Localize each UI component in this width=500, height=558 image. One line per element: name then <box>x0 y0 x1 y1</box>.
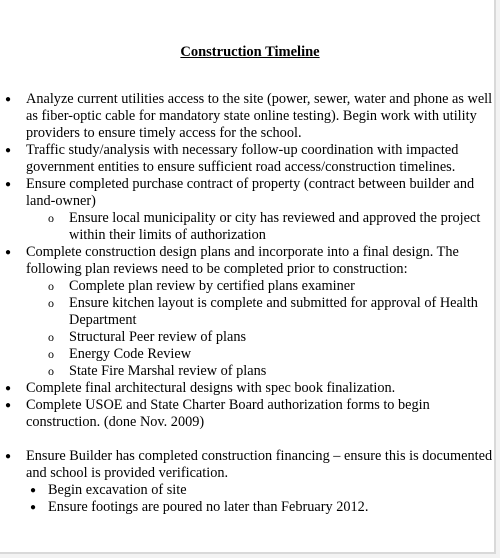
sub-list-item-text: Ensure footings are poured no later than February 2012. <box>48 499 369 515</box>
sub-list-item <box>0 210 500 244</box>
sub-list-item-text: Ensure local municipality or city has reviewed and approved the project within their limits of authorization <box>69 210 481 243</box>
sub-list-item-text: Structural Peer review of plans <box>69 329 247 345</box>
sub-list-item-text: Begin excavation of site <box>48 482 187 498</box>
list-item <box>0 448 500 482</box>
sub-list-item-text: Energy Code Review <box>69 346 192 362</box>
list-item-text: Ensure Builder has completed construction financing – ensure this is documented and school is provided verification. <box>26 448 493 481</box>
circle-bullet-icon: o <box>48 364 54 378</box>
list-item-text: Analyze current utilities access to the site (power, sewer, water and phone as well as fiber-optic cable for mandatory state online testing). Begin work with utility providers to ensure timely access for the school. <box>26 91 493 141</box>
sub-list-item <box>0 278 500 295</box>
circle-bullet-icon: o <box>48 347 54 361</box>
document-title: Construction Timeline <box>180 44 320 60</box>
list-item <box>0 380 500 397</box>
circle-bullet-icon: o <box>48 279 54 293</box>
list-item <box>0 142 500 176</box>
list-item-text: Complete construction design plans and incorporate into a final design. The following plan reviews need to be completed prior to construction: <box>26 244 459 277</box>
bullet-icon: ● <box>5 247 12 258</box>
bullet-icon: ● <box>5 94 12 105</box>
list-item-text: Complete USOE and State Charter Board authorization forms to begin construction. (done Nov. 2009) <box>26 397 430 430</box>
sub-list-item <box>0 482 500 499</box>
sub-list-item <box>0 499 500 516</box>
spacer <box>0 431 500 448</box>
list-item-text: Complete final architectural designs with spec book finalization. <box>26 380 396 396</box>
bullet-icon: ● <box>30 502 37 513</box>
list-item <box>0 91 500 142</box>
sub-list-item <box>0 346 500 363</box>
sub-list-item <box>0 363 500 380</box>
bullet-icon: ● <box>5 179 12 190</box>
list-item-text: Ensure completed purchase contract of property (contract between builder and land-owner) <box>26 176 475 209</box>
bullet-icon: ● <box>5 400 12 411</box>
bullet-icon: ● <box>5 383 12 394</box>
list-item <box>0 244 500 278</box>
circle-bullet-icon: o <box>48 211 54 225</box>
list-item-text: Traffic study/analysis with necessary follow-up coordination with impacted government entities to ensure sufficient road access/construction timelines. <box>26 142 459 175</box>
sub-list-item <box>0 295 500 329</box>
circle-bullet-icon: o <box>48 296 54 310</box>
sub-list-item <box>0 329 500 346</box>
bullet-icon: ● <box>5 451 12 462</box>
sub-list-item-text: Ensure kitchen layout is complete and submitted for approval of Health Department <box>69 295 478 328</box>
timeline-list <box>0 91 500 516</box>
sub-list-item-text: State Fire Marshal review of plans <box>69 363 267 379</box>
list-item <box>0 176 500 210</box>
circle-bullet-icon: o <box>48 330 54 344</box>
list-item <box>0 397 500 431</box>
bullet-icon: ● <box>30 485 37 496</box>
sub-list-item-text: Complete plan review by certified plans examiner <box>69 278 355 294</box>
bullet-icon: ● <box>5 145 12 156</box>
